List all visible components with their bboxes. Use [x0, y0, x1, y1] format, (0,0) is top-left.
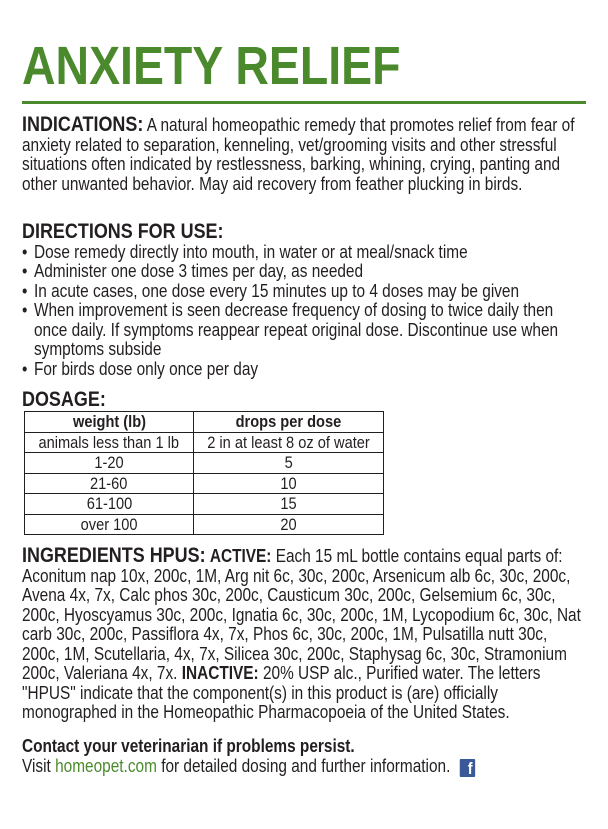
website-link[interactable]: homeopet.com [55, 755, 157, 776]
ingredients-heading: INGREDIENTS HPUS: [22, 544, 206, 567]
dosage-section [22, 390, 586, 411]
active-ingredients-text: Each 15 mL bottle contains equal parts of: Aconitum nap 10x, 200c, 1M, Arg nit 6c, 30c, 200c, Arsenicum alb 6c, 30c, 200c, Avena 4x, 7x, Calc phos 30c, 200c, Causticum 30c, 200c, Gelsemium 6c, 30c, 200c, Hyoscyamus 30c, 200c, Ignatia 6c, 30c, 200c, 1M, Lycopodium 6c, 30c, Nat carb 30c, 200c, Passiflora 4x, 7x, Phos 6c, 30c, 200c, 1M, Pulsatilla nutt 30c, 200c, 1M, Scutellaria, 4x, 7x, Silicea 30c, 200c, Staphysag 6c, 30c, Stramonium 200c, Valeriana 4x, 7x. [22, 546, 581, 683]
weight-cell: 21-60 [25, 473, 194, 494]
visit-suffix: for detailed dosing and further information. [161, 755, 451, 776]
dosage-heading: DOSAGE: [22, 388, 106, 411]
inactive-label: INACTIVE: [181, 663, 259, 683]
directions-item: • When improvement is seen decrease frequency of dosing to twice daily then once daily. If symptoms reappear repeat original dose. Discontinue use when symptoms subside [22, 301, 586, 360]
contact-warning: Contact your veterinarian if problems persist. [22, 736, 355, 756]
page-title: ANXIETY RELIEF [22, 36, 401, 96]
table-row [25, 453, 384, 474]
table-row [25, 494, 384, 515]
contact-section [22, 737, 586, 777]
column-header-drops: drops per dose [194, 412, 384, 433]
table-row [25, 432, 384, 453]
active-label: ACTIVE: [209, 546, 272, 566]
facebook-icon[interactable]: f [460, 759, 475, 777]
drops-cell: 5 [194, 453, 384, 474]
dosage-table [24, 411, 384, 535]
indications-heading: INDICATIONS: [22, 113, 144, 136]
ingredients-section [22, 546, 586, 723]
drops-cell: 15 [194, 494, 384, 515]
visit-prefix: Visit [22, 755, 51, 776]
indications-section [22, 115, 586, 194]
directions-item: • Dose remedy directly into mouth, in water or at meal/snack time [22, 243, 586, 263]
weight-cell: over 100 [25, 514, 194, 535]
column-header-weight: weight (lb) [25, 412, 194, 433]
directions-item: • Administer one dose 3 times per day, as needed [22, 262, 586, 282]
drops-cell: 2 in at least 8 oz of water [194, 432, 384, 453]
title-underline [22, 101, 586, 104]
hpus-note: The letters "HPUS" indicate that the component(s) in this product is (are) officially monographed in the Homeopathic Pharmacopoeia of the United States. [22, 663, 541, 722]
drops-cell: 10 [194, 473, 384, 494]
inactive-ingredients-text: 20% USP alc., Purified water. [262, 663, 464, 683]
directions-section [22, 222, 586, 379]
table-row [25, 514, 384, 535]
weight-cell: 61-100 [25, 494, 194, 515]
directions-heading: DIRECTIONS FOR USE: [22, 220, 224, 243]
directions-list [22, 243, 586, 380]
directions-item: • For birds dose only once per day [22, 360, 586, 380]
weight-cell: animals less than 1 lb [25, 432, 194, 453]
indications-text: A natural homeopathic remedy that promotes relief from fear of anxiety related to separation, kenneling, vet/grooming visits and other stressful situations often indicated by restlessness, barking, whining, crying, panting and other unwanted behavior. May aid recovery from feather plucking in birds. [22, 115, 575, 194]
directions-item: • In acute cases, one dose every 15 minutes up to 4 doses may be given [22, 282, 586, 302]
drops-cell: 20 [194, 514, 384, 535]
table-row [25, 473, 384, 494]
table-header-row [25, 412, 384, 433]
weight-cell: 1-20 [25, 453, 194, 474]
